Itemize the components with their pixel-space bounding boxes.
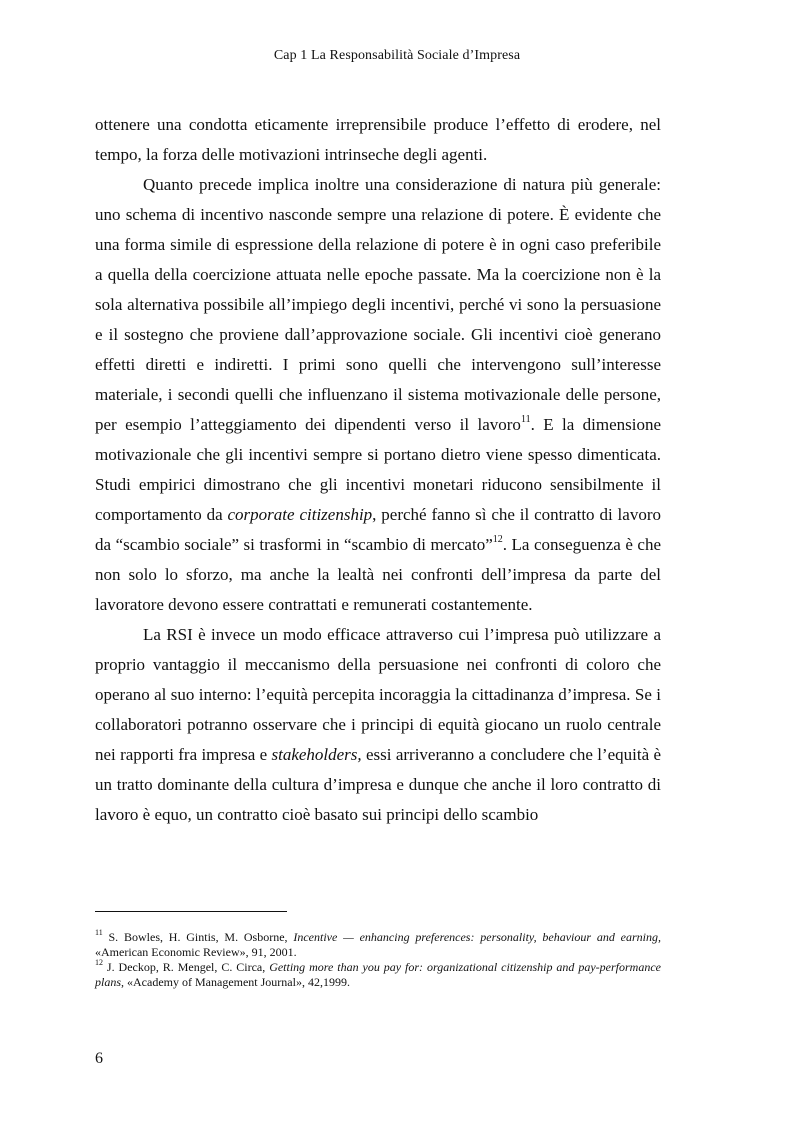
paragraph-text: La RSI è invece un modo efficace attraverso cui l’impresa può utilizzare a proprio vantaggio il meccanismo della persuasione nei confronti di coloro che operano al suo interno: l’equità percepita incoraggia la cittadinanza d’impresa. Se i collaboratori potranno osservare che i principi di equità giocano un ruolo centrale nei rapporti fra impresa e xyxy=(95,625,661,764)
footnote-title: Getting more than you pay for: organizational citizenship and pay-performance plans, xyxy=(95,960,661,989)
paragraph-text: . E la dimensione motivazionale che gli incentivi sempre si portano dietro viene spesso dimenticata. Studi empirici dimostrano che gli incentivi monetari riducono sensibilmente il comportamento da xyxy=(95,415,661,524)
italic-term: stakeholders, xyxy=(271,745,362,764)
paragraph-incentives xyxy=(95,170,661,620)
paragraph-text: Quanto precede implica inoltre una considerazione di natura più generale: uno schema di incentivo nasconde sempre una relazione di potere. È evidente che una forma simile di espressione della relazione di potere è in ogni caso preferibile a quella della coercizione attuata nelle epoche passate. Ma la coercizione non è la sola alternativa possibile all’impiego degli incentivi, perché vi sono la persuasione e il sostegno che proviene dall’approvazione sociale. Gli incentivi cioè generano effetti diretti e indiretti. I primi sono quelli che intervengono sull’interesse materiale, i secondi quelli che influenzano il sistema motivazionale delle persone, per esempio l’atteggiamento dei dipendenti verso il lavoro xyxy=(95,175,661,434)
page-number: 6 xyxy=(95,1050,103,1067)
footnote-ref-11: 11 xyxy=(520,414,531,426)
paragraph-continuation: ottenere una condotta eticamente irreprensibile produce l’effetto di erodere, nel tempo, la forza delle motivazioni intrinseche degli agenti. xyxy=(95,115,661,164)
footnote-text: S. Bowles, H. Gintis, M. Osborne, xyxy=(102,930,294,944)
footnote-ref-12: 12 xyxy=(492,534,503,546)
footnote-number: 12 xyxy=(95,958,103,967)
italic-term: corporate citizenship xyxy=(227,505,373,524)
footnote-text: «Academy of Management Journal», 42,1999. xyxy=(124,975,350,989)
paragraph-text: . La conseguenza è che non solo lo sforzo, ma anche la lealtà nei confronti dell’impresa da parte del lavoratore devono essere contrattati e remunerati costantemente. xyxy=(95,535,661,614)
body-text xyxy=(95,110,661,830)
footnote-text: J. Deckop, R. Mengel, C. Circa, xyxy=(103,960,270,974)
footnote-text: «American Economic Review», 91, 2001. xyxy=(95,945,297,959)
footnote-number: 11 xyxy=(95,928,103,937)
footnote-separator xyxy=(95,911,287,912)
paragraph-text: essi arriveranno a concludere che l’equità è un tratto dominante della cultura d’impresa e dunque che anche il loro contratto di lavoro è equo, un contratto cioè basato sui principi dello scambio xyxy=(95,745,662,824)
running-header: Cap 1 La Responsabilità Sociale d’Impresa xyxy=(273,48,521,63)
footnote-11 xyxy=(95,930,661,960)
paragraph-text: , perché fanno sì che il contratto di lavoro da “scambio sociale” si trasformi in “scambio di mercato” xyxy=(95,505,661,554)
footnote-12 xyxy=(95,960,661,990)
footnote-title: Incentive — enhancing preferences: personality, behaviour and earning, xyxy=(293,930,661,944)
paragraph-rsi xyxy=(95,620,661,830)
footnotes xyxy=(95,930,661,990)
